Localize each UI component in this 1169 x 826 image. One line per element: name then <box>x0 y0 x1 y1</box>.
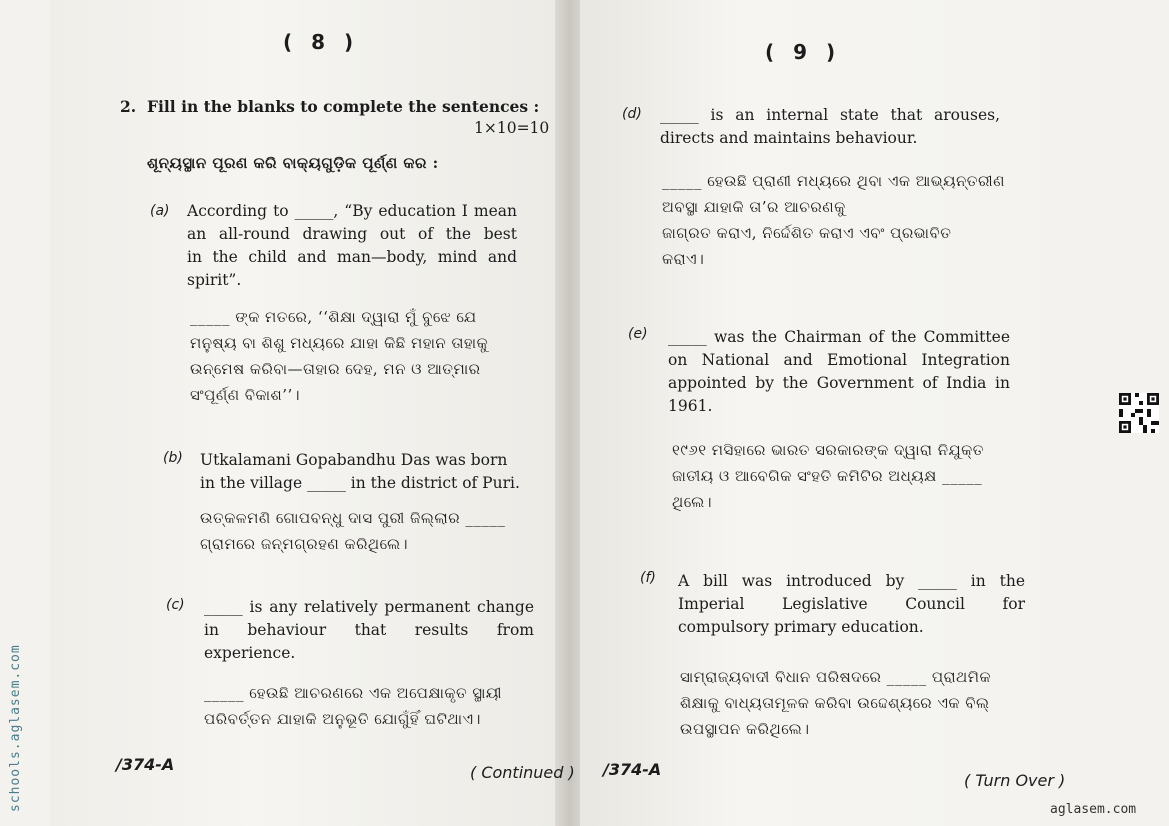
page-number-left: ( 8 ) <box>283 30 360 54</box>
footer-turn-over: ( Turn Over ) <box>964 771 1066 790</box>
footer-continued: ( Continued ) <box>470 763 575 782</box>
footer-code-right: /374-A <box>603 760 662 779</box>
item-d-english: _____ is an internal state that arouses, directs and maintains behaviour. <box>660 106 1000 147</box>
item-e-odia: ୧୯୬୧ ମସିହାରେ ଭାରତ ସରକାରଙ୍କ ଦ୍ୱାରା ନିଯୁକ୍ତ ଜାତୀୟ ଓ ଆବେଗିକ ସଂହତି କମିଟିର ଅଧ୍ୟକ୍ଷ _____ ଥିଲେ। <box>672 441 984 511</box>
page-number-right: ( 9 ) <box>765 40 842 64</box>
item-label: (b) <box>163 450 183 466</box>
item-label: (d) <box>622 106 642 122</box>
item-label: (f) <box>640 570 656 586</box>
watermark-side: schools.aglasem.com <box>8 644 23 812</box>
odia-instruction: ଶୂନ୍ୟସ୍ଥାନ ପୂରଣ କରି ବାକ୍ୟଗୁଡ଼ିକ ପୂର୍ଣ୍ଣ କର : <box>147 154 439 172</box>
item-label: (e) <box>628 326 648 342</box>
item-a-english: According to _____, “By education I mean an all-round drawing out of the best in the child and man—body, mind and spirit”. <box>187 202 517 289</box>
item-b-english: Utkalamani Gopabandhu Das was born in the village _____ in the district of Puri. <box>200 451 520 492</box>
item-e-english: _____ was the Chairman of the Committee on National and Emotional Integration appointed by the Government of India in 1961. <box>668 328 1010 415</box>
item-c-english: _____ is any relatively permanent change in behaviour that results from experience. <box>204 598 534 662</box>
question-number: 2. <box>120 97 137 116</box>
item-c-odia: _____ ହେଉଛି ଆଚରଣରେ ଏକ ଅପେକ୍ଷାକୃତ ସ୍ଥାୟୀ ପରିବର୍ତ୍ତନ ଯାହାକି ଅନୁଭୂତି ଯୋଗୁଁହିଁ ଘଟିଥାଏ। <box>204 684 503 728</box>
item-d-odia: _____ ହେଉଛି ପ୍ରାଣୀ ମଧ୍ୟରେ ଥିବା ଏକ ଆଭ୍ୟନ୍ତରୀଣ ଅବସ୍ଥା ଯାହାକି ତା’ର ଆଚରଣକୁ ଜାଗ୍ରତ କରାଏ, ନିର୍ଦ୍ଦେଶିତ କରାଏ ଏବଂ ପ୍ରଭାବିତ କରାଏ। <box>662 172 1005 268</box>
question-title: Fill in the blanks to complete the sentences : <box>147 97 540 116</box>
watermark-corner: aglasem.com <box>1050 802 1137 817</box>
footer-code-left: /374-A <box>116 755 175 774</box>
item-b-odia: ଉତ୍କଳମଣି ଗୋପବନ୍ଧୁ ଦାସ ପୁରୀ ଜିଲ୍ଲାର _____ ଗ୍ରାମରେ ଜନ୍ମଗ୍ରହଣ କରିଥିଲେ। <box>200 509 506 553</box>
item-label: (c) <box>166 597 185 613</box>
item-label: (a) <box>150 203 170 219</box>
item-a-odia: _____ ଙ୍କ ମତରେ, ‘‘ଶିକ୍ଷା ଦ୍ୱାରା ମୁଁ ବୁଝେ ଯେ ମନୁଷ୍ୟ ବା ଶିଶୁ ମଧ୍ୟରେ ଯାହା କିଛି ମହାନ ତାହାକୁ ଉନ୍ମେଷ କରିବା—ତାହାର ଦେହ, ମନ ଓ ଆତ୍ମାର ସଂପୂର୍ଣ୍ଣ ବିକାଶ’’। <box>190 308 489 404</box>
item-f-odia: ସାମ୍ରାଜ୍ୟବାଦୀ ବିଧାନ ପରିଷଦରେ _____ ପ୍ରାଥମିକ ଶିକ୍ଷାକୁ ବାଧ୍ୟତାମୂଳକ କରିବା ଉଦ୍ଦେଶ୍ୟରେ ଏକ ବିଲ୍ ଉପସ୍ଥାପନ କରିଥିଲେ। <box>680 668 992 738</box>
qr-code-icon <box>1119 393 1159 433</box>
question-marks: 1×10=10 <box>474 119 550 137</box>
item-f-english: A bill was introduced by _____ in the Imperial Legislative Council for compulsory primary education. <box>678 572 1025 636</box>
